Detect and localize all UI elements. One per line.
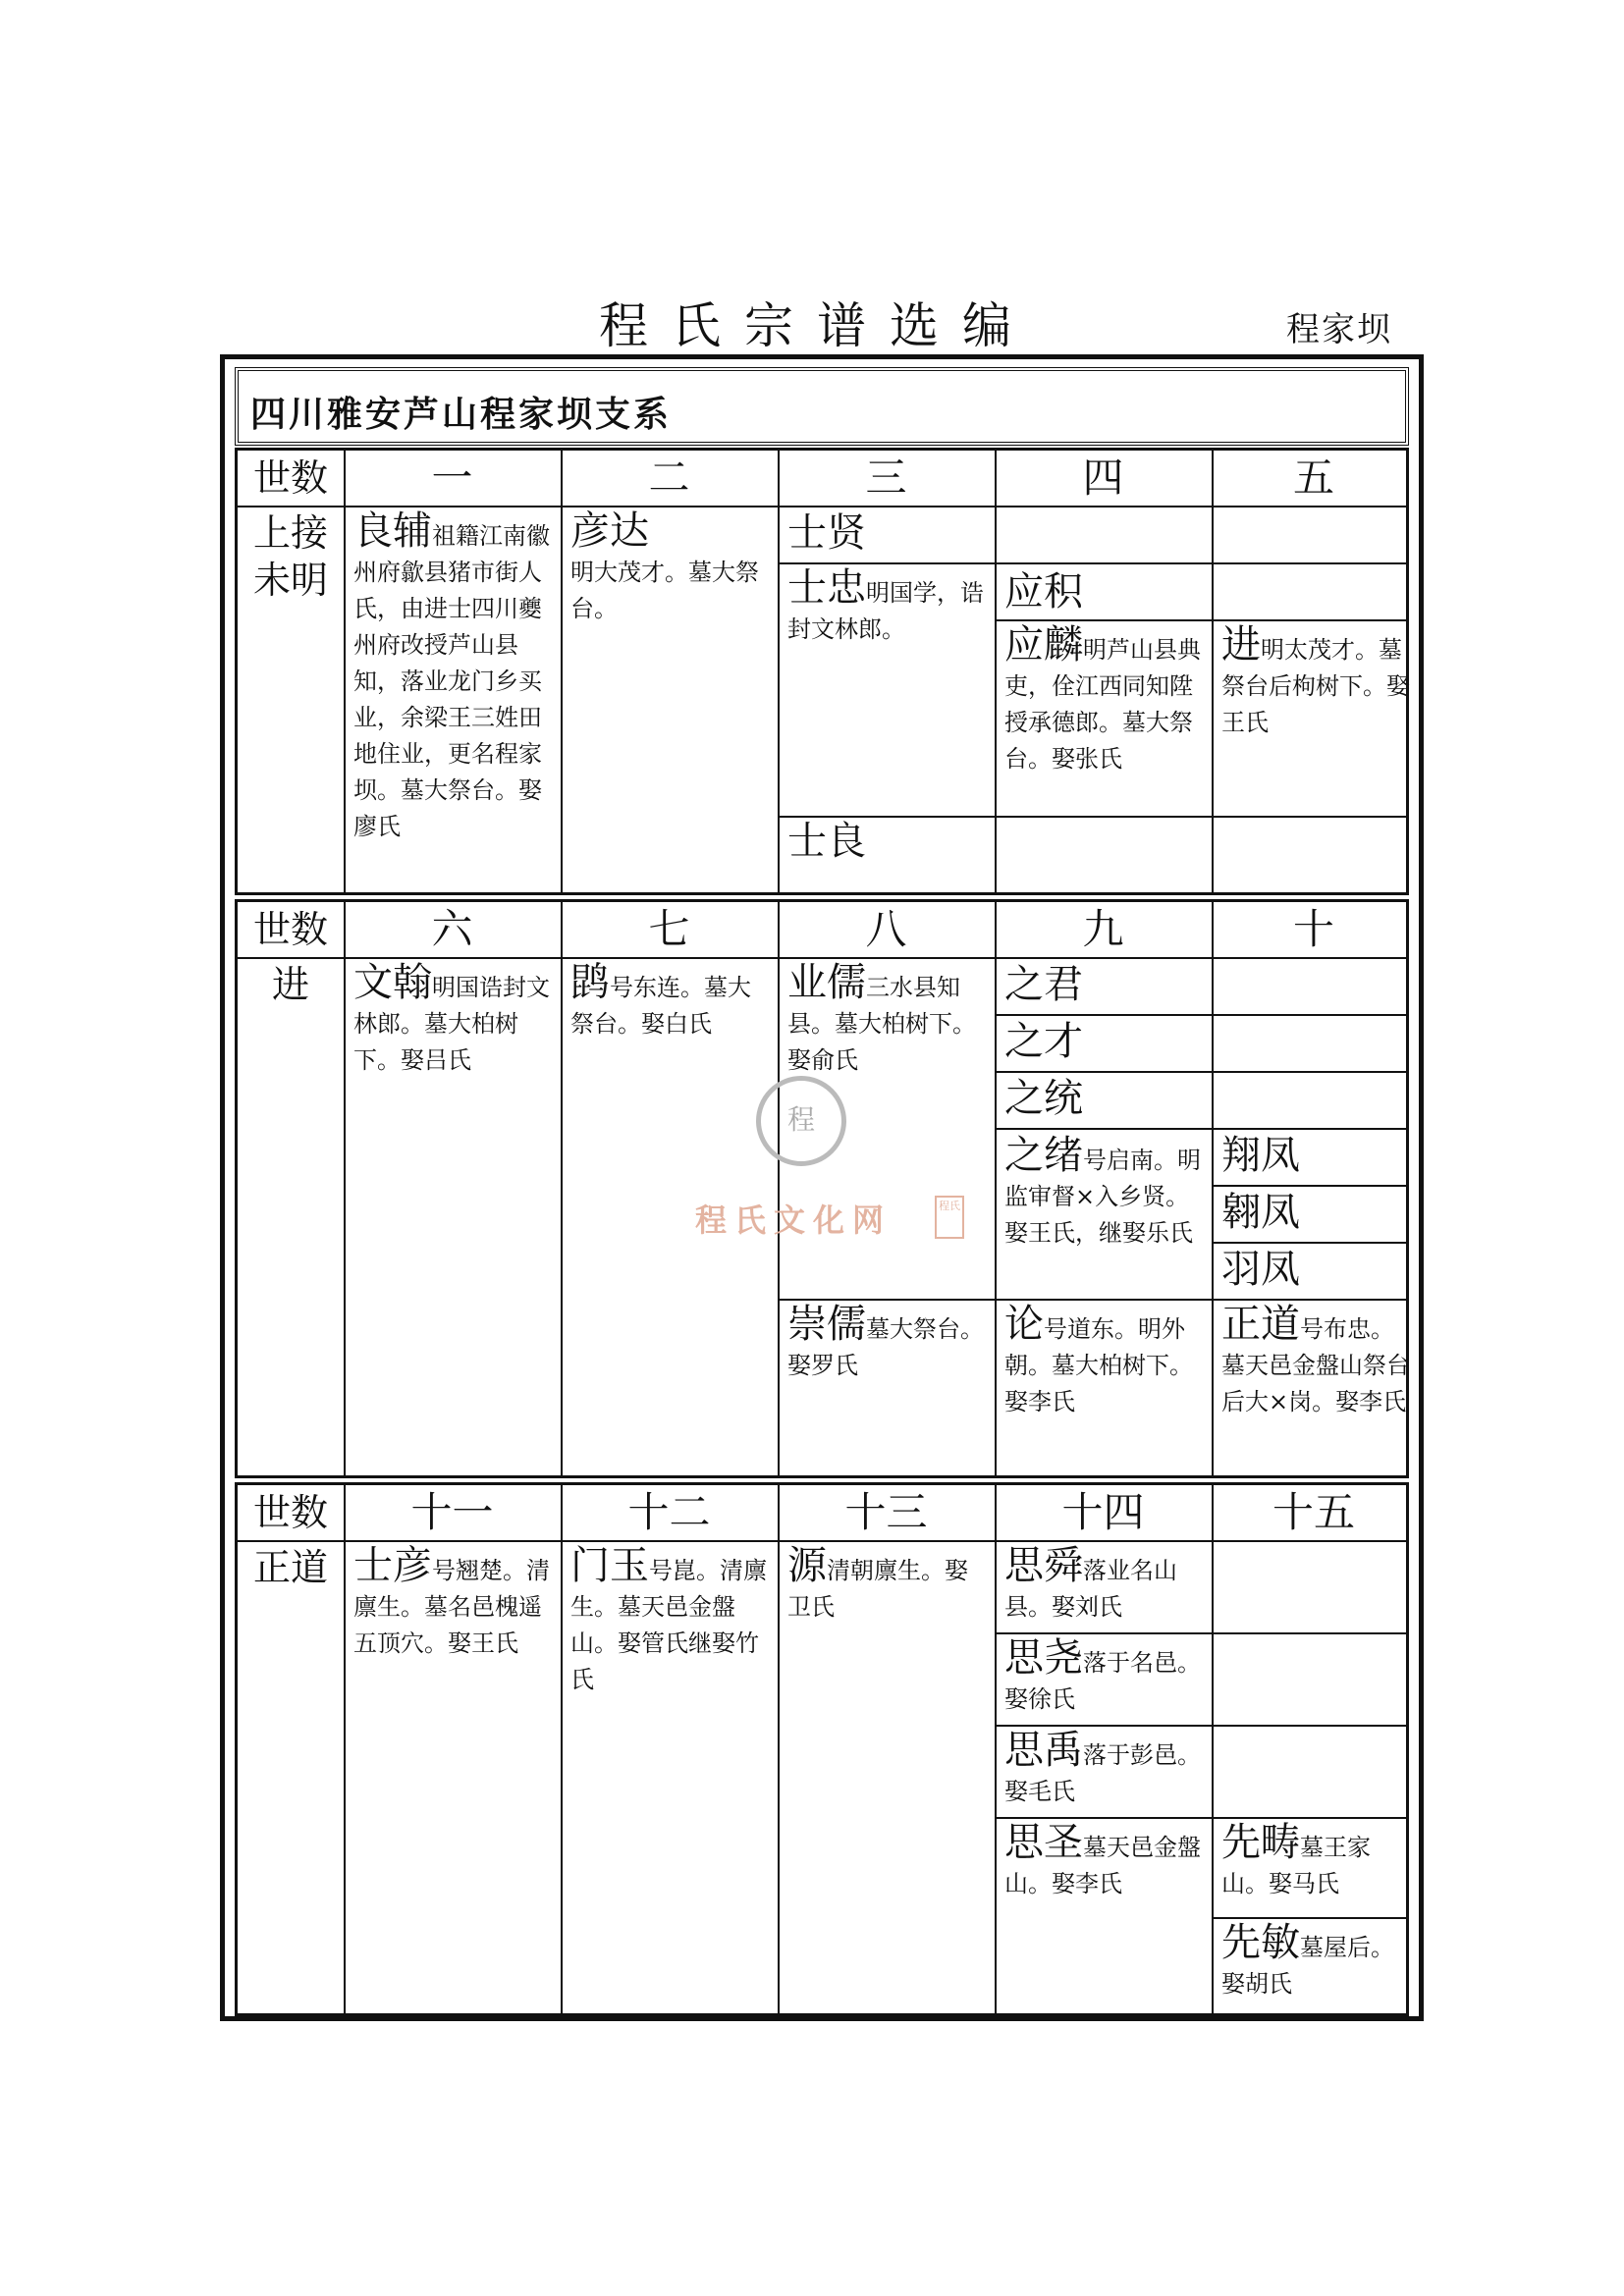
person-entry: 鹍号东连。墓大祭台。娶白氏 xyxy=(570,960,751,1038)
side-label: 正道 xyxy=(252,1546,328,1589)
gen-header: 十二 xyxy=(627,1488,711,1536)
site-watermark: 程氏文化网 xyxy=(695,1201,893,1239)
gen-header: 六 xyxy=(431,905,473,953)
person-entry: 源清朝廪生。娶卫氏 xyxy=(787,1543,968,1621)
person-entry: 士贤 xyxy=(787,510,866,556)
gen-header: 五 xyxy=(1292,454,1334,502)
person-entry: 彦达 明大茂才。墓大祭台。 xyxy=(570,508,759,622)
section-2 xyxy=(235,899,1409,1478)
gen-header: 十一 xyxy=(410,1488,494,1536)
person-entry: 之统 xyxy=(1004,1076,1083,1121)
gen-header: 八 xyxy=(865,905,907,953)
gen-header: 十 xyxy=(1292,905,1334,953)
person-entry: 士忠明国学，诰封文林郎。 xyxy=(787,565,984,643)
side-label: 进 xyxy=(271,963,309,1006)
gen-label: 世数 xyxy=(252,908,328,951)
person-entry: 门玉号崑。清廪生。墓天邑金盤山。娶管氏继娶竹氏 xyxy=(570,1543,767,1693)
person-entry: 进明太茂才。墓祭台后枸树下。娶王氏 xyxy=(1221,622,1410,736)
person-entry: 思禹落于彭邑。娶毛氏 xyxy=(1004,1728,1201,1805)
person-entry: 翱凤 xyxy=(1221,1190,1300,1235)
person-entry: 思尧落于名邑。娶徐氏 xyxy=(1004,1635,1201,1713)
person-entry: 先畴墓王家山。娶马氏 xyxy=(1221,1820,1371,1897)
person-entry: 论号道东。明外朝。墓大柏树下。娶李氏 xyxy=(1004,1302,1193,1415)
person-entry: 思圣墓天邑金盤山。娶李氏 xyxy=(1004,1820,1201,1897)
person-entry: 应积 xyxy=(1004,569,1083,614)
section-3 xyxy=(235,1482,1409,2016)
person-entry: 思舜落业名山县。娶刘氏 xyxy=(1004,1543,1177,1621)
person-entry: 文翰明国诰封文林郎。墓大柏树下。娶吕氏 xyxy=(353,960,550,1074)
gen-label: 世数 xyxy=(252,1491,328,1534)
person-entry: 先敏墓屋后。娶胡氏 xyxy=(1221,1920,1394,1998)
gen-header: 九 xyxy=(1082,905,1124,953)
gen-label: 世数 xyxy=(252,456,328,500)
person-entry: 羽凤 xyxy=(1221,1247,1300,1292)
header-place: 程家坝 xyxy=(1286,310,1392,349)
gen-header: 四 xyxy=(1082,454,1124,502)
person-entry: 士彦号翘楚。清廪生。墓名邑槐遥五顶穴。娶王氏 xyxy=(353,1543,550,1657)
person-entry: 良辅祖籍江南徽州府歙县猪市街人氏，由进士四川夔州府改授芦山县知，落业龙门乡买业，余梁王三姓田地住业，更名程家坝。墓大祭台。娶廖氏 xyxy=(353,508,550,840)
gen-header: 七 xyxy=(648,905,690,953)
branch-title: 四川雅安芦山程家坝支系 xyxy=(235,367,1409,446)
gen-header: 三 xyxy=(865,454,907,502)
header-title: 程氏宗谱选编 xyxy=(599,297,1035,354)
side-label: 上接未明 xyxy=(253,511,329,602)
gen-header: 二 xyxy=(648,454,690,502)
gen-header: 十五 xyxy=(1272,1488,1355,1536)
person-entry: 士良 xyxy=(787,819,866,864)
stamp-watermark: 程氏 xyxy=(935,1196,964,1239)
seal-watermark: 程 xyxy=(756,1076,846,1166)
person-entry: 翔凤 xyxy=(1221,1133,1300,1178)
person-entry: 之君 xyxy=(1004,962,1083,1007)
gen-header: 一 xyxy=(431,454,473,502)
section-1 xyxy=(235,448,1409,895)
genealogy-table xyxy=(220,354,1424,2021)
person-entry: 崇儒墓大祭台。娶罗氏 xyxy=(787,1302,984,1379)
gen-header: 十三 xyxy=(844,1488,928,1536)
person-entry: 业儒三水县知县。墓大柏树下。娶俞氏 xyxy=(787,960,976,1074)
gen-header: 十四 xyxy=(1061,1488,1145,1536)
person-entry: 应麟明芦山县典吏，佺江西同知陞授承德郎。墓大祭台。娶张氏 xyxy=(1004,622,1201,773)
person-entry: 之绪号启南。明监审督×入乡贤。娶王氏，继娶乐氏 xyxy=(1004,1133,1201,1247)
person-entry: 之才 xyxy=(1004,1019,1083,1064)
person-entry: 正道号布忠。墓天邑金盤山祭台后大×岗。娶李氏 xyxy=(1221,1302,1410,1415)
